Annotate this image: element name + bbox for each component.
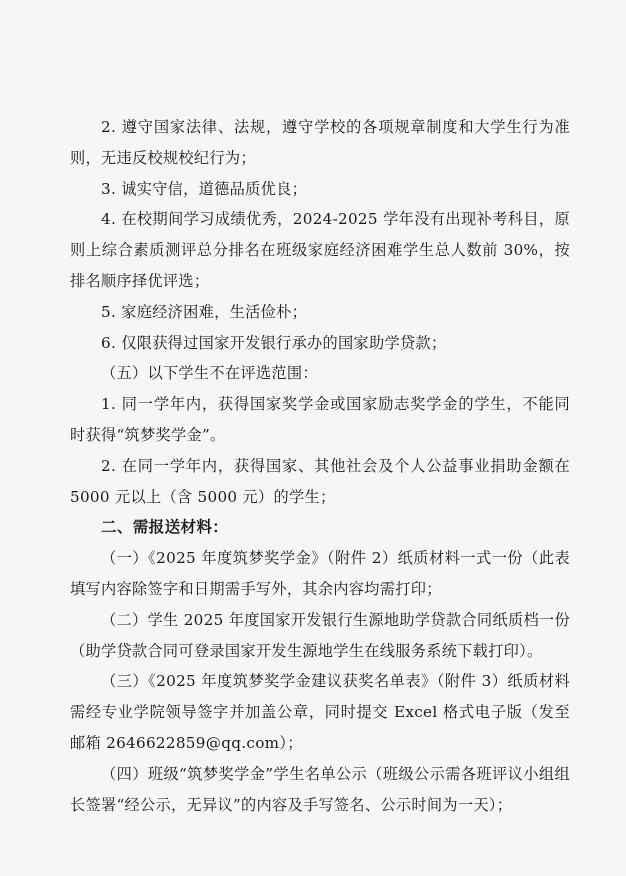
paragraph-material-4: （四）班级“筑梦奖学金”学生名单公示（班级公示需各班评议小组组长签署“经公示，无异议”的内容及手写签名、公示时间为一天）； [70,764,570,814]
paragraph-section-5: （五）以下学生不在评选范围： [101,364,318,383]
paragraph-criterion-6: 6. 仅限获得过国家开发银行承办的国家助学贷款； [101,333,447,352]
paragraph-exclusion-1: 1. 同一学年内，获得国家奖学金或国家励志奖学金的学生，不能同时获得“筑梦奖学金”。 [70,395,570,444]
paragraph-exclusion-2: 2. 在同一学年内，获得国家、其他社会及个人公益事业捐助金额在 5000 元以上（含 5000 元）的学生； [70,456,570,506]
paragraph-criterion-5: 5. 家庭经济困难，生活俭朴； [101,302,308,321]
paragraph-criterion-4: 4. 在校期间学习成绩优秀，2024-2025 学年没有出现补考科目，原则上综合素质测评总分排名在班级家庭经济困难学生总人数前 30%，按排名顺序择优评选； [70,210,570,290]
paragraph-material-3: （三）《2025 年度筑梦奖学金建议获奖名单表》（附件 3）纸质材料需经专业学院领导签字并加盖公章，同时提交 Excel 格式电子版（发至邮箱 2646622859@qq.com）； [70,672,570,752]
paragraph-criterion-3: 3. 诚实守信，道德品质优良； [101,179,308,198]
section-heading-materials: 二、需报送材料： [101,518,229,537]
paragraph-material-2: （二）学生 2025 年度国家开发银行生源地助学贷款合同纸质档一份（助学贷款合同可登录国家开发生源地学生在线服务系统下载打印）。 [70,610,570,660]
paragraph-criterion-2: 2. 遵守国家法律、法规，遵守学校的各项规章制度和大学生行为准则，无违反校规校纪行为； [70,118,570,167]
paragraph-material-1: （一）《2025 年度筑梦奖学金》（附件 2）纸质材料一式一份（此表填写内容除签字和日期需手写外，其余内容均需打印； [70,549,570,598]
